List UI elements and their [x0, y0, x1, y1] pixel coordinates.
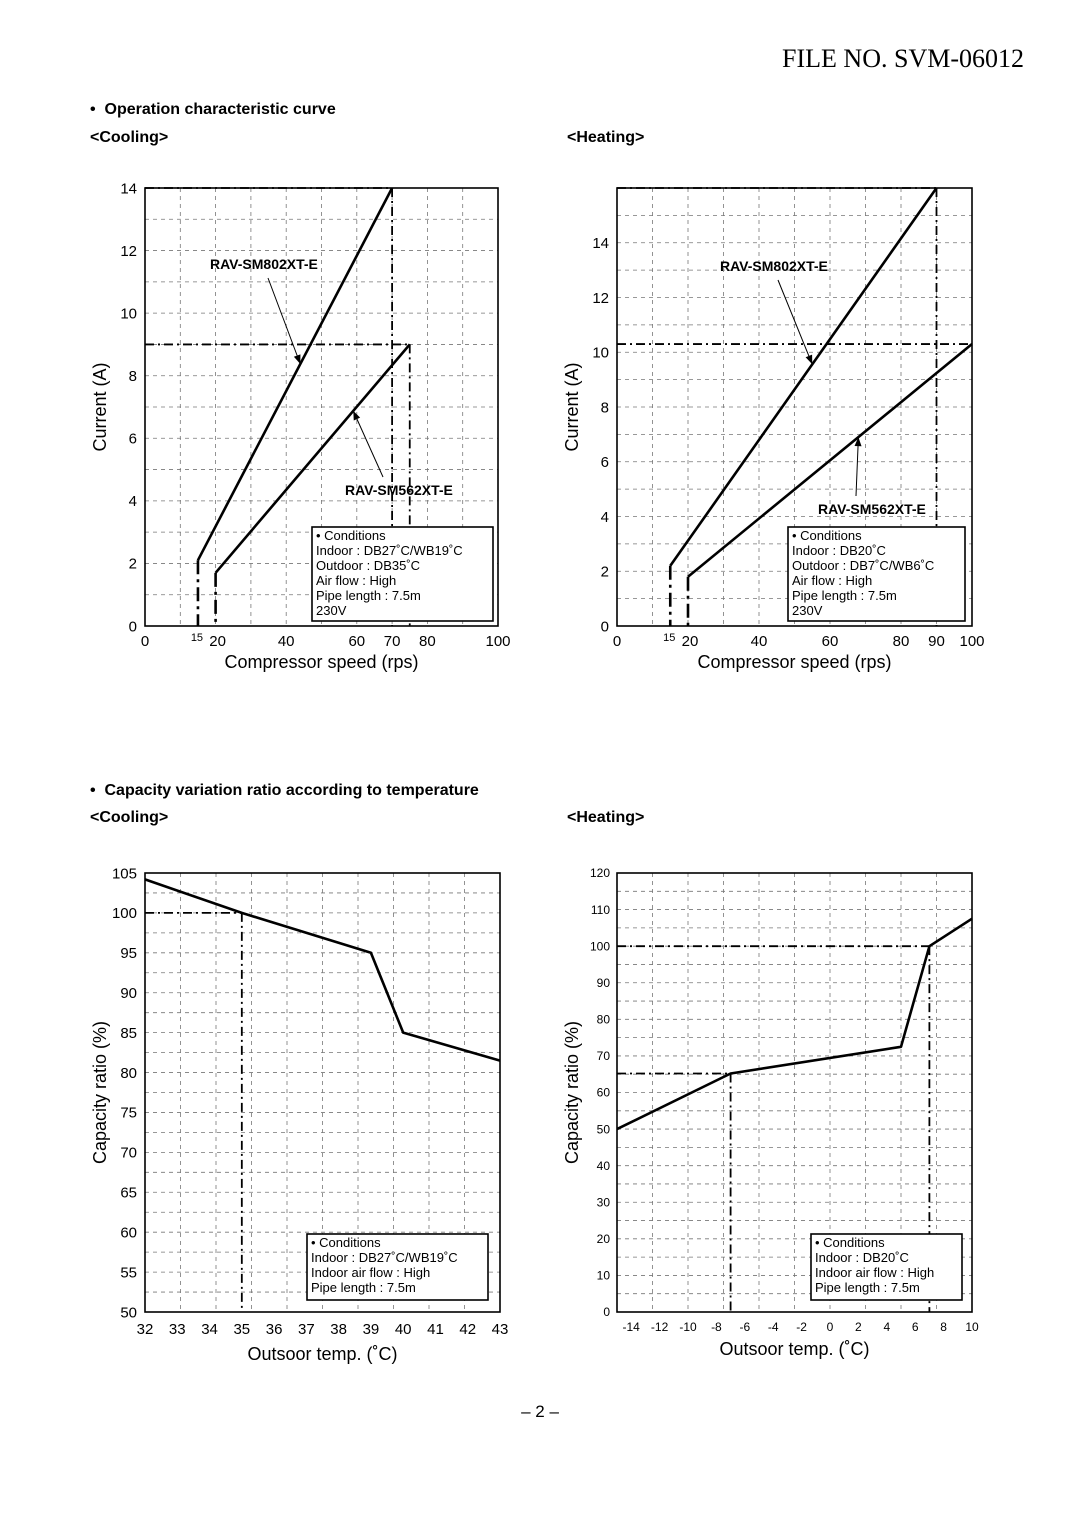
- x-tick-label: 20: [681, 633, 699, 650]
- x-tick-label: 40: [277, 633, 295, 650]
- y-tick-label: 30: [596, 1195, 610, 1210]
- y-tick-label: 65: [120, 1184, 137, 1202]
- y-tick-label: 14: [120, 180, 137, 198]
- conditions-line: Air flow : High: [792, 573, 873, 588]
- y-tick-label: 6: [600, 454, 609, 471]
- x-tick-label: 38: [330, 1321, 347, 1338]
- conditions-line: Indoor air flow : High: [311, 1265, 431, 1280]
- conditions-line: Indoor air flow : High: [815, 1265, 935, 1280]
- x-axis-label: Compressor speed (rps): [697, 652, 892, 672]
- model-label: RAV-SM802XT-E: [720, 258, 828, 274]
- y-tick-label: 2: [128, 555, 137, 573]
- x-axis-label: Outsoor temp. (˚C): [247, 1344, 398, 1364]
- model-label: RAV-SM562XT-E: [818, 501, 926, 517]
- y-axis-label: Current (A): [90, 362, 110, 452]
- x-tick-label: 90: [928, 633, 945, 650]
- conditions-line: Pipe length : 7.5m: [815, 1280, 920, 1295]
- x-tick-label: 15: [190, 632, 204, 644]
- conditions-line: Indoor : DB27˚C/WB19˚C: [311, 1250, 458, 1265]
- file-number: FILE NO. SVM-06012: [782, 44, 1024, 73]
- y-tick-label: 95: [120, 945, 137, 963]
- y-tick-label: 55: [120, 1264, 137, 1282]
- y-tick-label: 70: [596, 1049, 610, 1064]
- x-tick-label: 0: [140, 633, 150, 650]
- y-tick-label: 60: [120, 1224, 137, 1242]
- x-tick-label: 39: [362, 1321, 380, 1338]
- x-tick-label: 32: [136, 1321, 154, 1338]
- conditions-line: Pipe length : 7.5m: [316, 588, 421, 603]
- y-tick-label: 4: [600, 508, 609, 526]
- conditions-line: Indoor : DB20˚C: [815, 1250, 909, 1265]
- page-number: – 2 –: [521, 1402, 559, 1421]
- y-tick-label: 100: [111, 905, 137, 923]
- y-tick-label: 100: [589, 939, 610, 954]
- x-tick-label: 0: [612, 633, 622, 650]
- x-tick-label: 20: [209, 633, 226, 650]
- conditions-line: Indoor : DB20˚C: [792, 543, 886, 558]
- x-tick-label: -2: [796, 1320, 807, 1334]
- y-tick-label: 10: [596, 1268, 610, 1283]
- model-label: RAV-SM562XT-E: [345, 482, 453, 498]
- x-tick-label: -6: [739, 1320, 751, 1334]
- y-tick-label: 10: [120, 305, 137, 323]
- x-tick-label: 15: [663, 632, 676, 644]
- y-tick-label: 80: [596, 1012, 610, 1027]
- y-tick-label: 40: [596, 1158, 610, 1173]
- x-tick-label: -14: [622, 1320, 640, 1334]
- y-tick-label: 70: [120, 1144, 137, 1162]
- x-tick-label: 60: [348, 633, 366, 650]
- y-tick-label: 12: [592, 289, 609, 307]
- conditions-line: • Conditions: [815, 1235, 885, 1250]
- y-tick-label: 2: [600, 563, 609, 581]
- section-title-operation: • Operation characteristic curve: [90, 101, 336, 118]
- y-tick-label: 105: [111, 865, 137, 883]
- x-tick-label: 0: [826, 1320, 834, 1334]
- y-tick-label: 0: [128, 618, 137, 636]
- y-tick-label: 0: [603, 1305, 610, 1320]
- x-tick-label: 42: [459, 1321, 477, 1338]
- x-tick-label: 43: [491, 1321, 509, 1338]
- y-tick-label: 90: [120, 984, 137, 1002]
- y-tick-label: 85: [120, 1024, 137, 1042]
- x-tick-label: -10: [679, 1320, 697, 1334]
- conditions-line: 230V: [792, 603, 823, 618]
- y-tick-label: 50: [596, 1122, 610, 1137]
- conditions-line: Pipe length : 7.5m: [792, 588, 897, 603]
- x-tick-label: 80: [419, 633, 436, 650]
- x-tick-label: 100: [959, 633, 985, 650]
- section-title-capacity: • Capacity variation ratio according to temperature: [90, 782, 479, 799]
- x-tick-label: 60: [821, 633, 839, 650]
- conditions-line: • Conditions: [792, 528, 862, 543]
- y-axis-label: Capacity ratio (%): [562, 1020, 582, 1165]
- x-tick-label: 10: [965, 1320, 979, 1334]
- y-tick-label: 12: [120, 242, 137, 260]
- x-tick-label: 100: [485, 633, 511, 650]
- x-tick-label: 8: [940, 1320, 947, 1334]
- conditions-line: Outdoor : DB7˚C/WB6˚C: [792, 558, 935, 573]
- subhead-cooling-operation: <Cooling>: [90, 129, 169, 146]
- y-tick-label: 8: [128, 367, 137, 385]
- y-axis-label: Capacity ratio (%): [90, 1020, 110, 1165]
- conditions-line: Pipe length : 7.5m: [311, 1280, 416, 1295]
- x-tick-label: -4: [767, 1320, 779, 1334]
- x-tick-label: 35: [233, 1321, 251, 1338]
- x-tick-label: -8: [711, 1320, 722, 1334]
- x-tick-label: 37: [298, 1321, 315, 1338]
- y-tick-label: 8: [600, 399, 609, 417]
- y-tick-label: 20: [596, 1232, 610, 1247]
- y-tick-label: 75: [120, 1104, 137, 1122]
- y-tick-label: 50: [120, 1304, 137, 1322]
- x-tick-label: 70: [383, 633, 401, 650]
- x-tick-label: 2: [855, 1320, 862, 1334]
- x-tick-label: 80: [892, 633, 910, 650]
- conditions-line: • Conditions: [311, 1235, 381, 1250]
- x-tick-label: 6: [911, 1320, 919, 1334]
- x-tick-label: 4: [883, 1320, 891, 1334]
- y-tick-label: 6: [128, 430, 137, 448]
- y-tick-label: 120: [589, 866, 610, 881]
- x-tick-label: 41: [427, 1321, 444, 1338]
- y-tick-label: 4: [128, 493, 137, 511]
- section-title-capacity-text: Capacity variation ratio according to temperature: [104, 782, 479, 799]
- x-tick-label: 40: [394, 1321, 412, 1338]
- y-tick-label: 80: [120, 1064, 137, 1082]
- y-tick-label: 110: [590, 902, 610, 917]
- y-axis-label: Current (A): [562, 362, 582, 452]
- subhead-heating-capacity: <Heating>: [567, 809, 645, 826]
- conditions-line: Indoor : DB27˚C/WB19˚C: [316, 543, 463, 558]
- conditions-line: 230V: [316, 603, 347, 618]
- y-tick-label: 10: [592, 344, 609, 362]
- y-tick-label: 60: [596, 1085, 610, 1100]
- subhead-heating-operation: <Heating>: [567, 129, 645, 146]
- conditions-line: Outdoor : DB35˚C: [316, 558, 421, 573]
- subhead-cooling-capacity: <Cooling>: [90, 809, 169, 826]
- x-tick-label: 40: [750, 633, 768, 650]
- conditions-line: • Conditions: [316, 528, 386, 543]
- y-tick-label: 14: [592, 235, 609, 252]
- section-title-operation-text: Operation characteristic curve: [104, 101, 336, 118]
- x-tick-label: 33: [168, 1321, 186, 1338]
- x-tick-label: 36: [265, 1321, 283, 1338]
- x-tick-label: 34: [201, 1321, 218, 1338]
- x-axis-label: Compressor speed (rps): [224, 652, 419, 672]
- y-tick-label: 0: [600, 618, 609, 636]
- x-axis-label: Outsoor temp. (˚C): [719, 1339, 870, 1359]
- conditions-line: Air flow : High: [316, 573, 397, 588]
- model-label: RAV-SM802XT-E: [210, 256, 318, 272]
- y-tick-label: 90: [596, 975, 610, 990]
- x-tick-label: -12: [650, 1320, 669, 1334]
